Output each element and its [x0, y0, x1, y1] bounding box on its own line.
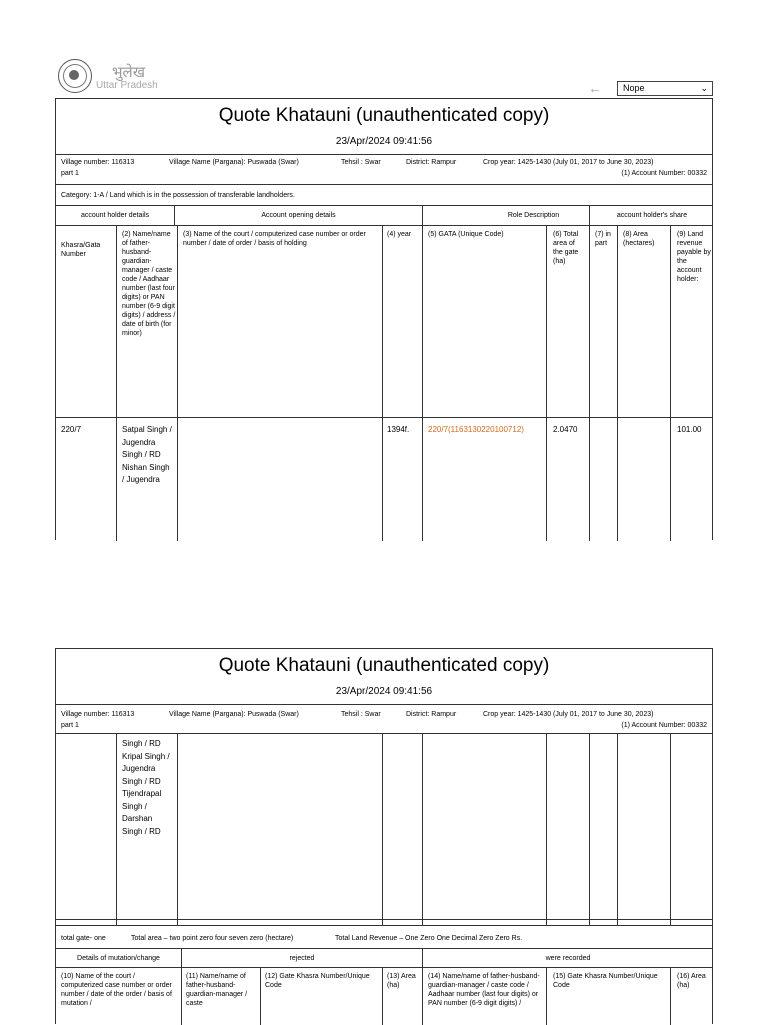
brand-hindi: भुलेख — [112, 63, 145, 81]
col-13-header: (13) Area (ha) — [387, 973, 416, 989]
col-court-header: (3) Name of the court / computerized case number or order number / date of order / basis of holding — [183, 231, 366, 247]
page-title: Quote Khatauni (unauthenticated copy) — [218, 655, 550, 676]
col-total-area-header: (6) Total area of the gate (ha) — [553, 231, 579, 265]
cell-revenue: 101.00 — [677, 425, 702, 434]
col-in-part-header: (7) in part — [595, 231, 611, 247]
col-11-header: (11) Name/name of father-husband-guardian-manager / caste — [186, 973, 248, 1007]
group-holder: account holder details — [80, 212, 150, 219]
col-12-header: (12) Gate Khasra Number/Unique Code — [265, 973, 370, 989]
village-number: Village number: 116313 — [61, 711, 135, 718]
col-15-header: (15) Gate Khasra Number/Unique Code — [553, 973, 658, 989]
part-label: part 1 — [61, 170, 79, 177]
page-title: Quote Khatauni (unauthenticated copy) — [218, 105, 550, 126]
cell-khasra: 220/7 — [61, 425, 82, 434]
village-number: Village number: 116313 — [61, 159, 135, 166]
back-arrow-icon[interactable]: ← — [588, 80, 602, 96]
col-year-header: (4) year — [387, 231, 412, 238]
chevron-down-icon: ⌄ — [700, 83, 708, 93]
group-share: account holder's share — [616, 212, 688, 219]
total-revenue: Total Land Revenue – One Zero One Decimal Zero Zero Rs. — [335, 935, 523, 942]
crop-year: Crop year: 1425-1430 (July 01, 2017 to June 30, 2023) — [483, 159, 654, 166]
col-16-header: (16) Area (ha) — [677, 973, 706, 989]
village-name: Village Name (Pargana): Puswada (Swar) — [169, 711, 299, 718]
mutation-recorded: were recorded — [545, 955, 591, 962]
col-holder-name-header: (2) Name/name of father-husband-guardian-manager / caste code / Aadhaar number (last four digits) or PAN number (6-9 digit digits) / address / date of birth (for minor) — [122, 231, 176, 337]
khatauni-page-2 — [55, 648, 713, 1024]
cell-holder-names-continued: Singh / RD Kripal Singh / Jugendra Singh / RD Tijendrapal Singh / Darshan Singh / RD — [122, 739, 170, 836]
brand-english: Uttar Pradesh — [96, 80, 158, 91]
col-gata-header: (5) GATA (Unique Code) — [428, 231, 504, 238]
part-label: part 1 — [61, 722, 79, 729]
gata-unique-code-link[interactable]: 220/7(1163130220100712) — [428, 425, 524, 434]
total-area: Total area – two point zero four seven zero (hectare) — [131, 935, 294, 942]
district: District: Rampur — [406, 711, 457, 718]
col-14-header: (14) Name/name of father-husband-guardian-manager / caste code / Aadhaar number (last four digits) or PAN number (6-9 digit digits) / — [428, 973, 540, 1007]
group-opening: Account opening details — [261, 212, 336, 219]
mutation-rejected: rejected — [289, 955, 315, 962]
language-select[interactable] — [617, 81, 713, 96]
up-emblem-logo — [58, 59, 92, 93]
cell-holder-names: Satpal Singh / Jugendra Singh / RD Nishan Singh / Jugendra — [122, 425, 172, 484]
account-number: (1) Account Number: 00332 — [621, 722, 707, 729]
tehsil: Tehsil : Swar — [341, 711, 381, 718]
col-area-header: (8) Area (hectares) — [623, 231, 655, 247]
account-number: (1) Account Number: 00332 — [621, 170, 707, 177]
language-select-value: Nope — [623, 83, 645, 93]
cell-total-area: 2.0470 — [553, 425, 578, 434]
category: Category: 1-A / Land which is in the possession of transferable landholders. — [61, 192, 295, 199]
total-gate: total gate- one — [61, 935, 106, 942]
col-10-header: (10) Name of the court / computerized case number or order number / date of the order / basis of mutation / — [61, 973, 172, 1007]
crop-year: Crop year: 1425-1430 (July 01, 2017 to June 30, 2023) — [483, 711, 654, 718]
mutation-title: Details of mutation/change — [77, 955, 160, 962]
village-name: Village Name (Pargana): Puswada (Swar) — [169, 159, 299, 166]
group-role: Role Description — [507, 212, 560, 219]
khatauni-page-1 — [55, 98, 713, 540]
page-date: 23/Apr/2024 09:41:56 — [335, 136, 433, 147]
tehsil: Tehsil : Swar — [341, 159, 381, 166]
page-date: 23/Apr/2024 09:41:56 — [335, 686, 433, 697]
col-revenue-header: (9) Land revenue payable by the account holder: — [677, 231, 711, 283]
col-khasra-header: Khasra/Gata Number — [61, 242, 101, 258]
district: District: Rampur — [406, 159, 457, 166]
cell-year: 1394f. — [387, 425, 410, 434]
